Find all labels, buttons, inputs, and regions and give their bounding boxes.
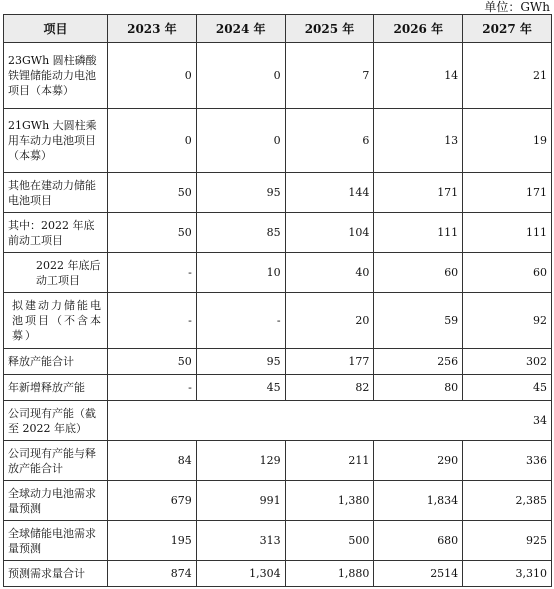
- header-year: 2024 年: [196, 15, 285, 43]
- table-row: [4, 521, 552, 561]
- cell-value: 1,304: [196, 561, 285, 587]
- cell-value: 1,880: [285, 561, 374, 587]
- cell-value: 129: [196, 441, 285, 481]
- cell-value: 991: [196, 481, 285, 521]
- cell-value: 144: [285, 173, 374, 213]
- cell-value: 925: [463, 521, 552, 561]
- unit-label: 单位：GWh: [484, 0, 550, 14]
- cell-value: 20: [285, 293, 374, 349]
- table-row: [4, 375, 552, 401]
- cell-value: 0: [196, 43, 285, 109]
- cell-value: 0: [108, 43, 197, 109]
- table-row: [4, 293, 552, 349]
- cell-value: 0: [196, 109, 285, 173]
- table-row: [4, 109, 552, 173]
- table-row: [4, 441, 552, 481]
- cell-value: 1,834: [374, 481, 463, 521]
- cell-value: 171: [374, 173, 463, 213]
- table-row: [4, 561, 552, 587]
- cell-value: 6: [285, 109, 374, 173]
- cell-value: -: [108, 375, 197, 401]
- row-label: 预测需求量合计: [4, 561, 108, 587]
- cell-value: -: [108, 253, 197, 293]
- cell-value: 95: [196, 349, 285, 375]
- cell-value: 82: [285, 375, 374, 401]
- cell-value: 171: [463, 173, 552, 213]
- row-label: 全球储能电池需求量预测: [4, 521, 108, 561]
- cell-value: 45: [463, 375, 552, 401]
- header-year: 2026 年: [374, 15, 463, 43]
- table-row: [4, 481, 552, 521]
- cell-value: 3,310: [463, 561, 552, 587]
- row-label: 其他在建动力储能电池项目: [4, 173, 108, 213]
- row-label: 公司现有产能（截至 2022 年底）: [4, 401, 108, 441]
- cell-value: 0: [108, 109, 197, 173]
- cell-value: 313: [196, 521, 285, 561]
- row-label: 其中：2022 年底前动工项目: [4, 213, 108, 253]
- cell-value: 50: [108, 173, 197, 213]
- cell-value: 500: [285, 521, 374, 561]
- cell-value: 95: [196, 173, 285, 213]
- cell-value: 59: [374, 293, 463, 349]
- table-row: [4, 213, 552, 253]
- cell-value: 195: [108, 521, 197, 561]
- cell-value: 2,385: [463, 481, 552, 521]
- cell-value: 111: [463, 213, 552, 253]
- cell-value: 50: [108, 349, 197, 375]
- cell-value: -: [196, 293, 285, 349]
- cell-value: 60: [463, 253, 552, 293]
- cell-value: 874: [108, 561, 197, 587]
- row-label: 2022 年底后动工项目: [4, 253, 108, 293]
- cell-value: 45: [196, 375, 285, 401]
- cell-value: 14: [374, 43, 463, 109]
- cell-value: -: [108, 293, 197, 349]
- cell-value: 80: [374, 375, 463, 401]
- cell-value: 13: [374, 109, 463, 173]
- cell-value: 85: [196, 213, 285, 253]
- table-row: [4, 253, 552, 293]
- cell-value: 7: [285, 43, 374, 109]
- cell-value: 40: [285, 253, 374, 293]
- header-item: 项目: [4, 15, 108, 43]
- cell-value: 21: [463, 43, 552, 109]
- cell-value: 10: [196, 253, 285, 293]
- cell-value: 680: [374, 521, 463, 561]
- table-row: [4, 401, 552, 441]
- cell-value: 336: [463, 441, 552, 481]
- row-label: 公司现有产能与释放产能合计: [4, 441, 108, 481]
- cell-value: 111: [374, 213, 463, 253]
- row-label: 全球动力电池需求量预测: [4, 481, 108, 521]
- header-year: 2027 年: [463, 15, 552, 43]
- row-label: 21GWh 大圆柱乘用车动力电池项目（本募）: [4, 109, 108, 173]
- cell-value: 679: [108, 481, 197, 521]
- cell-value: 60: [374, 253, 463, 293]
- row-label: 释放产能合计: [4, 349, 108, 375]
- cell-value: 290: [374, 441, 463, 481]
- row-label: 年新增释放产能: [4, 375, 108, 401]
- table-row: [4, 349, 552, 375]
- cell-value: 19: [463, 109, 552, 173]
- row-label: 23GWh 圆柱磷酸铁锂储能动力电池项目（本募）: [4, 43, 108, 109]
- table-header-row: [4, 15, 552, 43]
- cell-value: 84: [108, 441, 197, 481]
- table-row: [4, 173, 552, 213]
- cell-value: 104: [285, 213, 374, 253]
- cell-value: 50: [108, 213, 197, 253]
- cell-value: 177: [285, 349, 374, 375]
- header-year: 2025 年: [285, 15, 374, 43]
- row-label: 拟建动力储能电池项目（不含本募）: [4, 293, 108, 349]
- cell-value: 1,380: [285, 481, 374, 521]
- header-year: 2023 年: [108, 15, 197, 43]
- cell-value: 211: [285, 441, 374, 481]
- cell-value-merged: 34: [108, 401, 552, 441]
- capacity-table: [3, 14, 552, 587]
- cell-value: 92: [463, 293, 552, 349]
- cell-value: 2514: [374, 561, 463, 587]
- cell-value: 302: [463, 349, 552, 375]
- table-row: [4, 43, 552, 109]
- cell-value: 256: [374, 349, 463, 375]
